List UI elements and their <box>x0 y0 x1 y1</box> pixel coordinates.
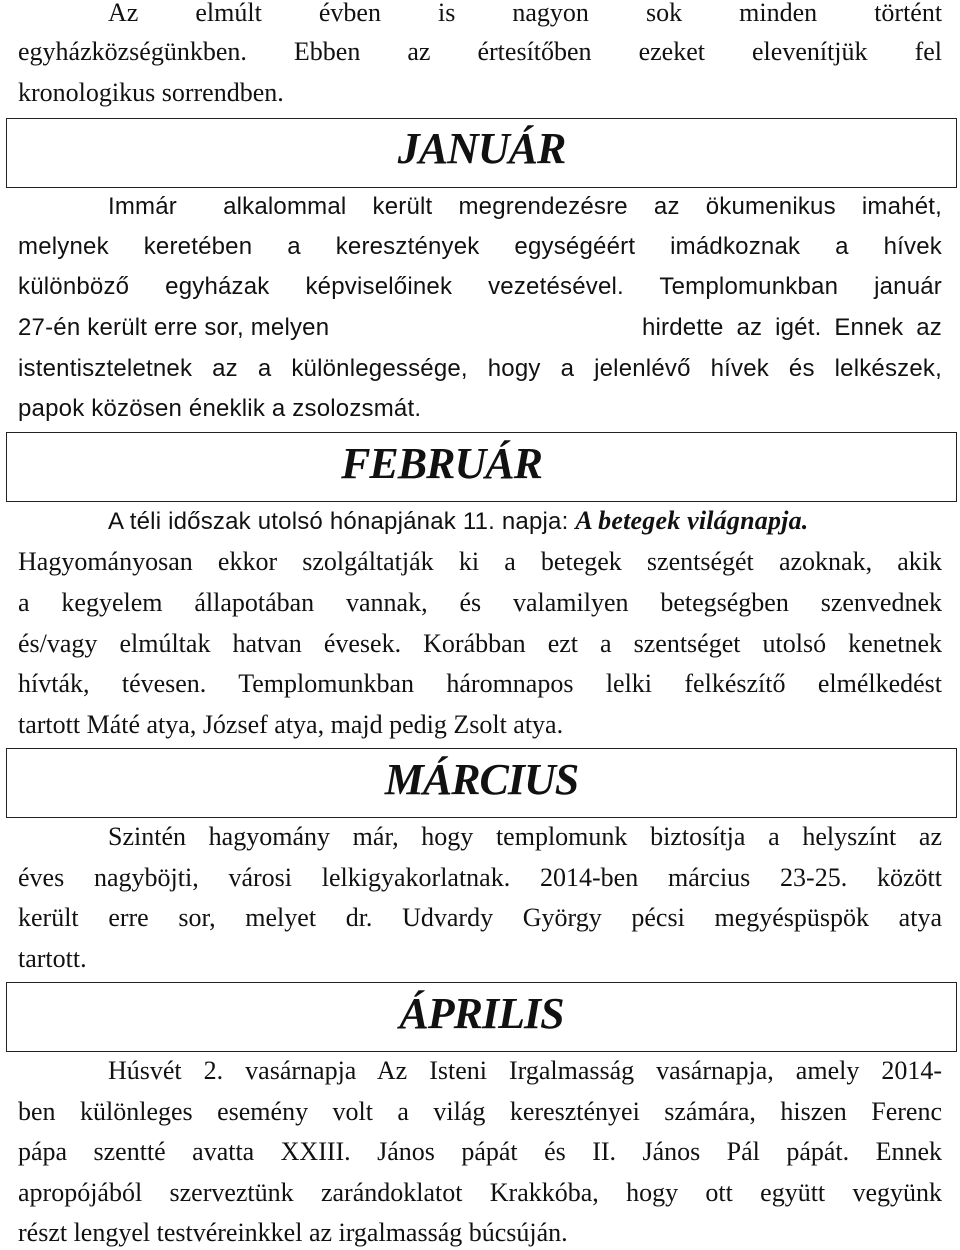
month-heading-marcius: MÁRCIUS <box>384 755 579 804</box>
februar-line-5: hívták, tévesen. Templomunkban háromnapos lelki felkészítő elmélkedést <box>18 669 942 698</box>
word: sok <box>645 0 683 27</box>
marcius-line-4: tartott. <box>18 944 87 973</box>
month-heading-aprilis: ÁPRILIS <box>399 989 564 1038</box>
text: 27-én került erre sor, melyen <box>18 314 330 341</box>
aprilis-line-5: részt lengyel testvéreinkkel az irgalmasság búcsúján. <box>18 1218 568 1247</box>
month-box-aprilis <box>6 982 957 1052</box>
text: hirdette az igét. Ennek az <box>641 314 942 341</box>
januar-line-3: különböző egyházak képviselőinek vezetésével. Templomunkban január <box>18 273 942 300</box>
januar-line-6: papok közösen éneklik a zsolozsmát. <box>18 395 422 422</box>
text: Immár <box>108 193 177 220</box>
aprilis-line-4: apropójából szerveztünk zarándoklatot Krakkóba, hogy ott együtt vegyünk <box>18 1178 942 1207</box>
marcius-line-2: éves nagyböjti, városi lelkigyakorlatnak. 2014-ben március 23-25. között <box>18 863 942 892</box>
word: nagyon <box>512 0 589 27</box>
word: minden <box>739 0 818 27</box>
februar-line-1 <box>18 504 942 539</box>
month-box-marcius <box>6 748 957 818</box>
month-box-januar <box>6 118 957 188</box>
februar-line-4: és/vagy elmúltak hatvan évesek. Korábban ezt a szentséget utolsó kenetnek <box>18 629 942 658</box>
month-heading-februar: FEBRUÁR <box>341 439 542 488</box>
intro-line-2: egyházközségünkben. Ebben az értesítőben ezeket elevenítjük fel <box>18 37 942 66</box>
januar-line-2: melynek keretében a keresztények egységéért imádkoznak a hívek <box>18 233 942 260</box>
text: alkalommal került megrendezésre az ökumenikus imahét, <box>223 193 942 220</box>
februar-line-6: tartott Máté atya, József atya, majd pedig Zsolt atya. <box>18 710 564 739</box>
text: A téli időszak utolsó hónapjának 11. napja: <box>108 508 576 535</box>
februar-line-2: Hagyományosan ekkor szolgáltatják ki a betegek szentségét azoknak, akik <box>18 547 942 576</box>
marcius-line-1: Szintén hagyomány már, hogy templomunk biztosítja a helyszínt az <box>108 822 942 851</box>
aprilis-line-3: pápa szentté avatta XXIII. János pápát és II. János Pál pápát. Ennek <box>18 1137 942 1166</box>
januar-line-5: istentiszteletnek az a különlegessége, hogy a jelenlévő hívek és lelkészek, <box>18 355 942 382</box>
word: történt <box>874 0 943 27</box>
aprilis-line-2: ben különleges esemény volt a világ keresztényei számára, hiszen Ferenc <box>18 1097 942 1126</box>
intro-line-1 <box>18 0 942 30</box>
month-heading-januar: JANUÁR <box>397 124 566 173</box>
word: elmúlt <box>195 0 262 27</box>
marcius-line-3: került erre sor, melyet dr. Udvardy György pécsi megyéspüspök atya <box>18 903 942 932</box>
word: Az <box>108 0 139 27</box>
word: évben <box>318 0 381 27</box>
februar-line-3: a kegyelem állapotában vannak, és valamilyen betegségben szenvednek <box>18 588 942 617</box>
month-box-februar <box>6 432 957 502</box>
emphasis-text: A betegek világnapja. <box>575 506 809 535</box>
januar-line-1 <box>18 190 942 224</box>
intro-line-3: kronologikus sorrendben. <box>18 78 284 107</box>
word: is <box>438 0 456 27</box>
aprilis-line-1: Húsvét 2. vasárnapja Az Isteni Irgalmasság vasárnapja, amely 2014- <box>108 1056 942 1085</box>
